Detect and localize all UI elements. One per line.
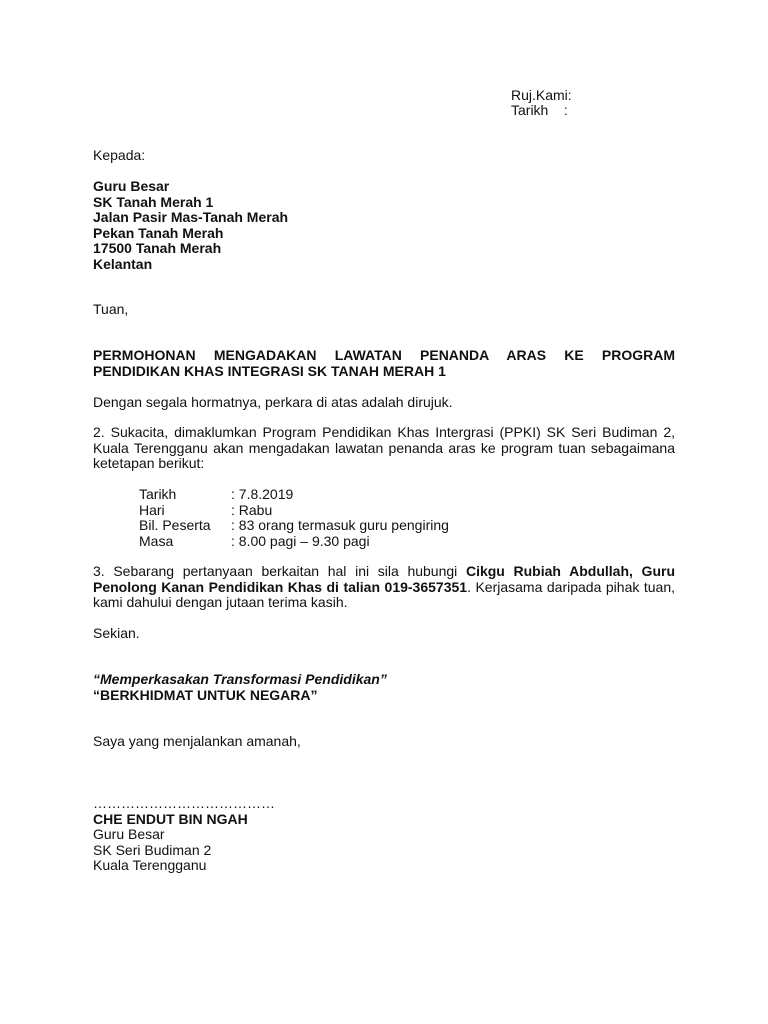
detail-value: : 7.8.2019 <box>231 486 294 502</box>
signature-dots: ………………………………… <box>93 795 275 811</box>
detail-row <box>139 518 449 534</box>
recipient-line: Pekan Tanah Merah <box>93 224 224 241</box>
subject-line-1: PERMOHONAN MENGADAKAN LAWATAN PENANDA ARAS KE PROGRAM <box>93 347 675 363</box>
detail-value: : 8.00 pagi – 9.30 pagi <box>231 532 370 549</box>
signoff: Saya yang menjalankan amanah, <box>93 733 301 749</box>
recipient-line: SK Tanah Merah 1 <box>93 193 214 210</box>
paragraph-1: Dengan segala hormatnya, perkara di atas adalah dirujuk. <box>93 394 453 410</box>
closing: Sekian. <box>93 625 140 641</box>
signature-block <box>93 796 675 874</box>
motto-1: “Memperkasakan Transformasi Pendidikan” <box>93 671 387 687</box>
detail-value: : 83 orang termasuk guru pengiring <box>231 517 449 533</box>
signatory-city: Kuala Terengganu <box>93 857 207 873</box>
detail-label: Masa <box>139 532 174 549</box>
paragraph-3-suffix: . Kerjasama daripada pihak tuan, kami dahului dengan jutaan terima kasih. <box>93 578 675 610</box>
detail-value: : Rabu <box>231 501 273 518</box>
detail-row <box>139 487 449 503</box>
recipient-line: Jalan Pasir Mas-Tanah Merah <box>93 209 289 225</box>
ruj-kami-label: Ruj.Kami: <box>511 87 572 103</box>
recipient-line: Guru Besar <box>93 178 170 194</box>
greeting: Tuan, <box>93 301 129 317</box>
tarikh-label: Tarikh : <box>511 102 568 118</box>
paragraph-2: 2. Sukacita, dimaklumkan Program Pendidikan Khas Intergrasi (PPKI) SK Seri Budiman 2, Kuala Terengganu akan mengadakan lawatan penanda aras ke program tuan sebagaimana ketetapan berikut: <box>93 424 675 471</box>
recipient-address <box>93 179 675 272</box>
kepada-label: Kepada: <box>93 147 146 163</box>
subject-line-2: PENDIDIKAN KHAS INTEGRASI SK TANAH MERAH 1 <box>93 362 446 379</box>
detail-row <box>139 503 449 519</box>
detail-label: Tarikh <box>139 486 177 502</box>
motto-2: “BERKHIDMAT UNTUK NEGARA” <box>93 687 318 703</box>
detail-label: Hari <box>139 501 165 518</box>
paragraph-3 <box>93 564 675 611</box>
signatory-school: SK Seri Budiman 2 <box>93 841 212 858</box>
paragraph-3-prefix: 3. Sebarang pertanyaan berkaitan hal ini sila hubungi <box>93 563 466 579</box>
contact-info: Cikgu Rubiah Abdullah, Guru Penolong Kanan Pendidikan Khas di talian 019-3657351 <box>93 563 675 595</box>
signatory-name: CHE ENDUT BIN NGAH <box>93 810 248 827</box>
detail-label: Bil. Peserta <box>139 517 211 533</box>
subject-heading <box>93 348 675 379</box>
reference-block <box>511 88 572 118</box>
visit-details <box>139 487 449 549</box>
detail-row <box>139 534 449 550</box>
signatory-position: Guru Besar <box>93 826 165 842</box>
recipient-line: Kelantan <box>93 255 153 272</box>
recipient-line: 17500 Tanah Merah <box>93 240 222 256</box>
